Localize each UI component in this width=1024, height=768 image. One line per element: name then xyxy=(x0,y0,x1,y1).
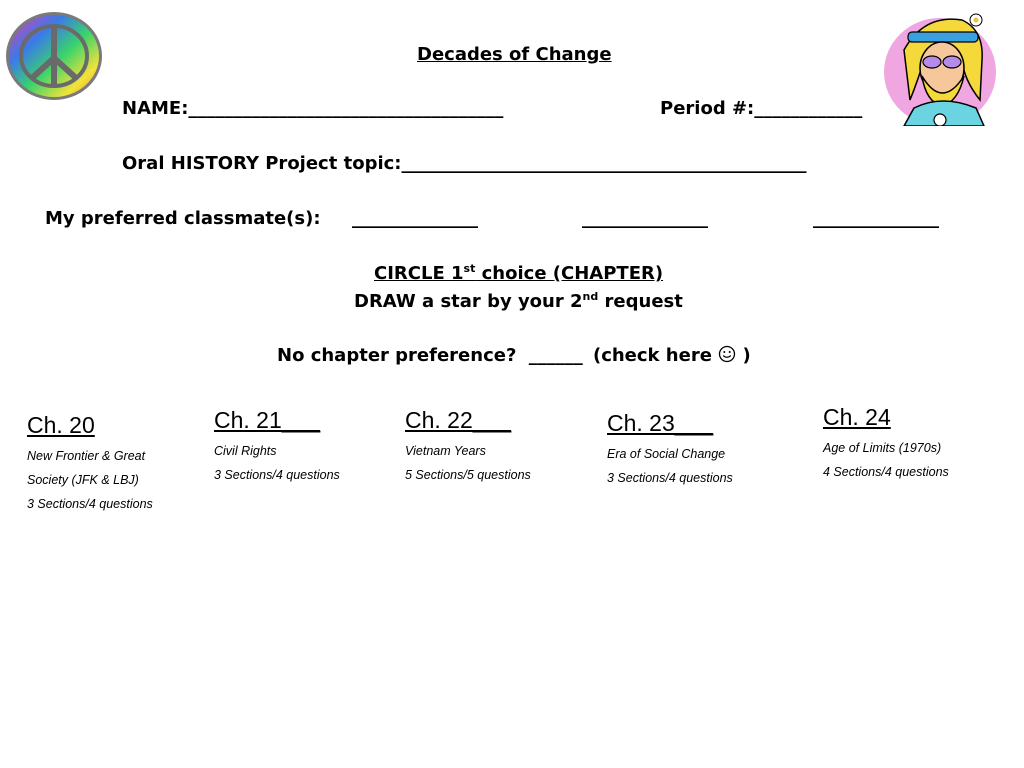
peace-sign-icon xyxy=(2,8,106,104)
classmates-label: My preferred classmate(s): xyxy=(45,208,321,229)
chapter-sections: 5 Sections/5 questions xyxy=(405,468,531,482)
chapter-title: Ch. 23___ xyxy=(607,410,714,436)
classmate-blank-2[interactable]: ______________ xyxy=(582,208,708,229)
name-blank[interactable]: ___________________________________ xyxy=(188,98,504,119)
topic-line xyxy=(122,153,807,174)
chapter-21[interactable] xyxy=(214,407,340,482)
classmate-blank-3[interactable]: ______________ xyxy=(813,208,939,229)
classmate-blank-1[interactable]: ______________ xyxy=(352,208,478,229)
smiley-icon xyxy=(718,345,736,363)
chapter-sections: 3 Sections/4 questions xyxy=(607,471,733,485)
topic-label: Oral HISTORY Project topic: xyxy=(122,153,402,174)
name-label: NAME: xyxy=(122,98,189,119)
period-label: Period #: xyxy=(660,98,755,119)
chapter-desc: Society (JFK & LBJ) xyxy=(27,473,139,487)
chapter-22[interactable] xyxy=(405,407,531,482)
chapter-title: Ch. 24 xyxy=(823,404,891,430)
chapter-20[interactable] xyxy=(27,412,153,511)
page-title: Decades of Change xyxy=(417,44,612,65)
chapter-title: Ch. 21___ xyxy=(214,407,321,433)
chapter-sections: 3 Sections/4 questions xyxy=(214,468,340,482)
chapter-sections: 3 Sections/4 questions xyxy=(27,497,153,511)
chapter-title: Ch. 22___ xyxy=(405,407,512,433)
no-preference-line xyxy=(277,345,751,366)
chapter-desc: Era of Social Change xyxy=(607,447,726,461)
circle-instruction: CIRCLE 1st choice (CHAPTER) xyxy=(374,262,664,284)
no-preference-label: No chapter preference? xyxy=(277,345,517,366)
chapter-title: Ch. 20 xyxy=(27,412,95,438)
no-preference-blank[interactable]: ______ xyxy=(528,345,583,366)
period-blank[interactable]: ____________ xyxy=(754,98,863,119)
chapter-desc: Age of Limits (1970s) xyxy=(823,441,942,455)
name-line xyxy=(122,98,503,119)
chapter-24[interactable] xyxy=(823,404,949,479)
chapter-desc: Vietnam Years xyxy=(405,444,486,458)
hippie-clipart xyxy=(884,10,1004,126)
period-line xyxy=(660,98,862,119)
draw-instruction: DRAW a star by your 2nd request xyxy=(354,290,683,312)
topic-blank[interactable]: _____________________________________________ xyxy=(401,153,807,174)
check-here-close: ) xyxy=(742,345,751,366)
chapter-desc: New Frontier & Great xyxy=(27,449,146,463)
chapter-23[interactable] xyxy=(607,410,733,485)
chapter-desc: Civil Rights xyxy=(214,444,277,458)
chapter-sections: 4 Sections/4 questions xyxy=(823,465,949,479)
check-here-label: (check here xyxy=(592,345,712,366)
